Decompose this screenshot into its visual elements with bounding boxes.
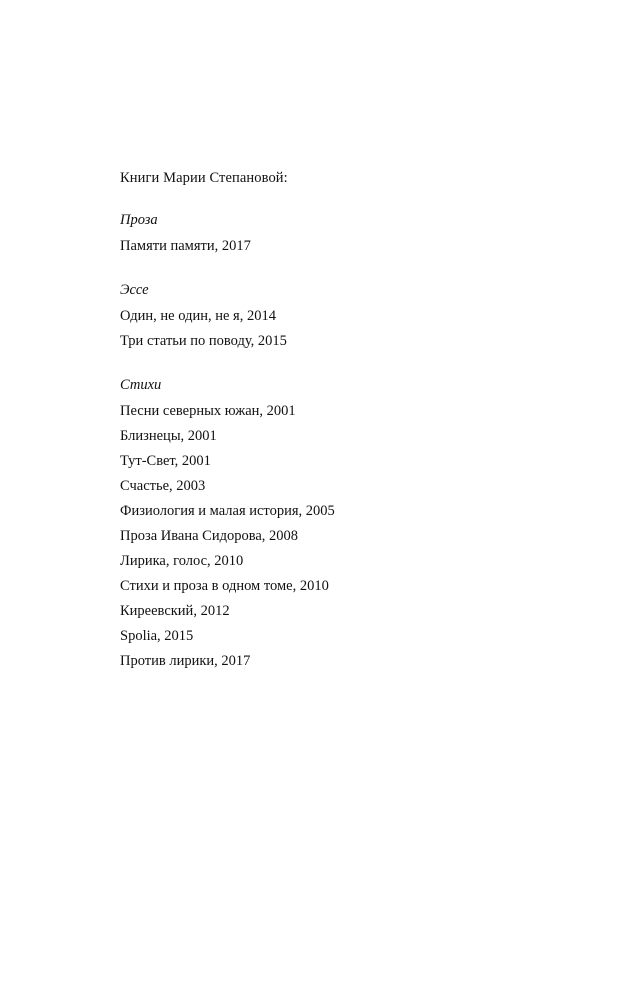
book-item: Лирика, голос, 2010 (120, 553, 244, 569)
page-heading: Книги Марии Степановой: (120, 170, 288, 186)
section-poems (120, 373, 540, 674)
section-title: Стихи (120, 377, 162, 393)
book-item: Против лирики, 2017 (120, 653, 251, 669)
book-item: Песни северных южан, 2001 (120, 403, 296, 419)
book-item: Счастье, 2003 (120, 478, 206, 494)
book-item: Киреевский, 2012 (120, 603, 230, 619)
book-item: Один, не один, не я, 2014 (120, 308, 276, 324)
book-item: Памяти памяти, 2017 (120, 238, 251, 254)
book-item: Близнецы, 2001 (120, 428, 217, 444)
book-item: Три статьи по поводу, 2015 (120, 333, 287, 349)
bibliography (120, 166, 540, 693)
book-item: Стихи и проза в одном томе, 2010 (120, 578, 329, 594)
book-item: Физиология и малая история, 2005 (120, 503, 335, 519)
section-essays (120, 278, 540, 354)
book-item: Тут-Свет, 2001 (120, 453, 211, 469)
section-prose (120, 208, 540, 259)
book-item: Проза Ивана Сидорова, 2008 (120, 528, 299, 544)
section-title: Проза (120, 212, 158, 228)
section-title: Эссе (120, 282, 149, 298)
book-item: Spolia, 2015 (120, 628, 194, 644)
